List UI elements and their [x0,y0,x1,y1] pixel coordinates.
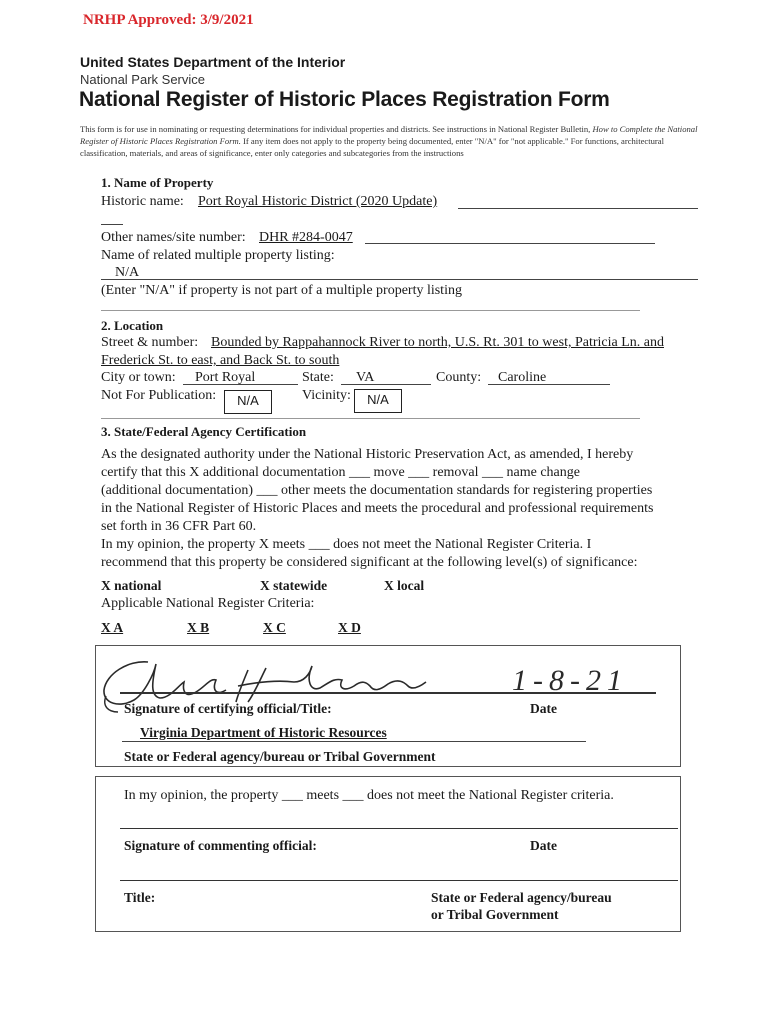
section-1-heading: 1. Name of Property [101,175,214,190]
certifying-agency-value[interactable]: Virginia Department of Historic Resources [140,725,387,740]
street-value-cont[interactable]: Frederick St. to east, and Back St. to south [101,353,340,368]
commenting-date-label: Date [530,838,557,853]
agency-name: National Park Service [80,72,205,87]
state-line [341,384,431,385]
county-value[interactable]: Caroline [498,370,547,385]
criterion-a[interactable]: X A [101,620,124,635]
commenting-title-line [120,880,678,881]
approval-stamp: NRHP Approved: 3/9/2021 [83,12,254,28]
certifying-agency-label: State or Federal agency/bureau or Tribal Government [124,749,436,764]
level-statewide[interactable]: X statewide [260,578,328,593]
certifying-date-label: Date [530,701,557,716]
county-line [488,384,610,385]
section-3-heading: 3. State/Federal Agency Certification [101,424,307,439]
city-value[interactable]: Port Royal [195,370,256,385]
vicinity-checkbox[interactable]: N/A [354,389,402,413]
certifying-date-handwritten: 1-8-21 [512,664,628,697]
department-name: United States Department of the Interior [80,54,346,70]
commenting-agency-label-2: or Tribal Government [431,907,559,922]
criterion-b[interactable]: X B [187,620,210,635]
street-value[interactable]: Bounded by Rappahannock River to north, U.S. Rt. 301 to west, Patricia Ln. and [211,335,664,350]
certification-line-1: As the designated authority under the National Historic Preservation Act, as amended, I hereby [101,447,634,462]
nfp-label: Not For Publication: [101,388,217,403]
vicinity-label: Vicinity: [302,388,351,403]
historic-name-line [458,208,698,209]
level-national[interactable]: X national [101,578,162,593]
opinion-line-1: In my opinion, the property X meets ___ does not meet the National Register Criteria. I [101,537,592,552]
form-title: National Register of Historic Places Registration Form [79,88,610,111]
section-divider [101,310,640,311]
county-label: County: [436,370,482,385]
other-names-line [365,243,655,244]
commenting-opinion: In my opinion, the property ___ meets ___ does not meet the National Register criteria. [124,788,614,803]
related-listing-note: (Enter "N/A" if property is not part of a multiple property listing [101,283,462,298]
form-instructions: This form is for use in nominating or requesting determinations for individual properties and districts. See instructions in National Register Bulletin, How to Complete the National Register of Historic Places Registration Form. If any item does not apply to the property being documented, enter "N/A" for "not applicable." For functions, architectural classification, materials, and areas of significance, enter only categories and subcategories from the instructions [80,124,698,158]
agency-line [122,741,586,742]
city-label: City or town: [101,370,176,385]
certifying-signature-label: Signature of certifying official/Title: [124,701,332,716]
section-2-heading: 2. Location [101,318,164,333]
signature-line [120,692,656,694]
historic-name-label: Historic name: [101,194,184,209]
related-listing-line [101,279,698,280]
other-names-value[interactable]: DHR #284-0047 [259,230,353,245]
state-label: State: [302,370,334,385]
nfp-checkbox[interactable]: N/A [224,390,272,414]
city-line [183,384,298,385]
historic-name-value[interactable]: Port Royal Historic District (2020 Update) [198,194,438,209]
criteria-label: Applicable National Register Criteria: [101,596,315,611]
level-local[interactable]: X local [384,578,425,593]
criterion-c[interactable]: X C [263,620,286,635]
commenting-signature-line [120,828,678,829]
opinion-line-2: recommend that this property be considered significant at the following level(s) of significance: [101,555,638,570]
certification-line-4: in the National Register of Historic Places and meets the procedural and professional requirements [101,501,654,516]
short-rule [101,224,123,225]
commenting-agency-label-1: State or Federal agency/bureau [431,890,612,905]
street-label: Street & number: [101,335,199,350]
state-value[interactable]: VA [356,370,375,385]
related-listing-value[interactable]: N/A [115,265,140,280]
certification-line-5: set forth in 36 CFR Part 60. [101,519,257,534]
commenting-title-label: Title: [124,890,156,905]
certification-line-3: (additional documentation) ___ other meets the documentation standards for registering properties [101,483,653,498]
section-divider [101,418,640,419]
related-listing-label: Name of related multiple property listing: [101,248,335,263]
certification-line-2: certify that this X additional documentation ___ move ___ removal ___ name change [101,465,580,480]
other-names-label: Other names/site number: [101,230,246,245]
commenting-signature-label: Signature of commenting official: [124,838,317,853]
criterion-d[interactable]: X D [338,620,361,635]
